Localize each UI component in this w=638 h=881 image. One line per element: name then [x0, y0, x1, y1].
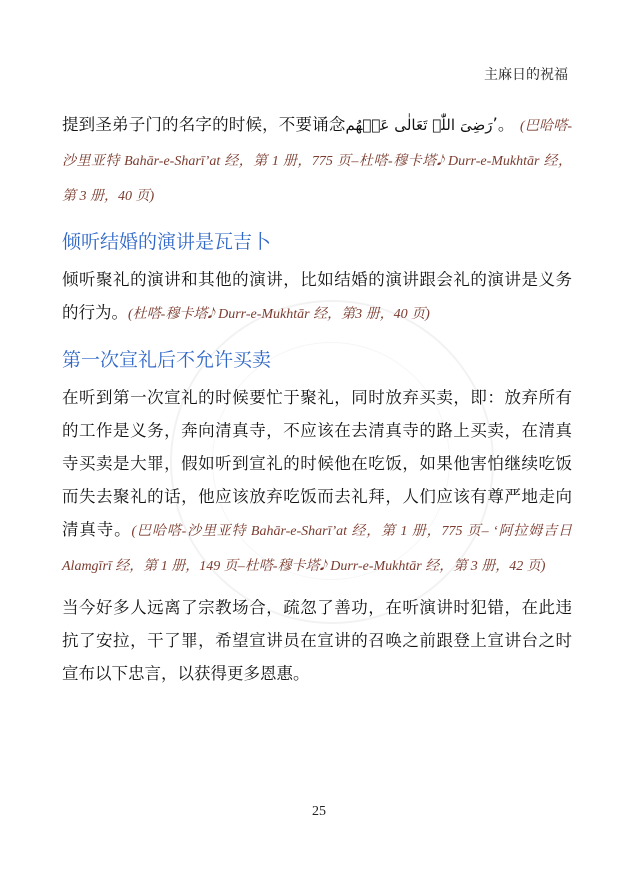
trade-after-adhan-paragraph: [62, 381, 572, 583]
section-heading-wedding-sermon: 倾听结婚的演讲是瓦吉卜: [62, 231, 272, 253]
page-content: [62, 108, 572, 690]
wedding-sermon-reference: (杜嗒-穆卡塔𝅘𝅥𝅮 Durr-e-Mukhtār 经，第3 册，40 页): [128, 307, 430, 322]
wedding-sermon-text: 倾听聚礼的演讲和其他的演讲，比如结婚的演讲跟会礼的演讲是义务的行为。: [62, 270, 572, 322]
running-header: 主麻日的祝福: [484, 67, 568, 83]
trade-after-adhan-text: 在听到第一次宣礼的时候要忙于聚礼，同时放弃买卖，即：放弃所有的工作是义务，奔向清真寺，不应该在去清真寺的路上买卖，在清真寺买卖是大罪，假如听到宣礼的时候他在吃饭，如果他害怕继续吃饭而失去聚礼的话，他应该放弃吃饭而去礼拜，人们应该有尊严地走向清真寺。: [62, 388, 572, 539]
page-number: 25: [312, 804, 326, 819]
intro-punctuation: ’。: [492, 115, 515, 134]
closing-paragraph: 当今好多人远离了宗教场合，疏忽了善功，在听演讲时犯错，在此违抗了安拉，干了罪，希望宣讲员在宣讲的召唤之前跟登上宣讲台之时宣布以下忠言，以获得更多恩惠。: [62, 598, 572, 683]
arabic-blessing: رَضِیَ اللّٰہ تَعَالٰی عَنۡهُم: [345, 116, 493, 134]
wedding-sermon-paragraph: [62, 263, 572, 331]
intro-paragraph: [62, 108, 572, 213]
section-heading-trade-after-adhan: 第一次宣礼后不允许买卖: [62, 349, 272, 371]
intro-reference: (巴哈嗒-沙里亚特 Bahār-e-Sharī’at 经，第 1 册，775 页–杜嗒-穆卡塔𝅘𝅥𝅮 Durr-e-Mukhtār 经，第 3 册，40 页): [62, 119, 573, 204]
trade-after-adhan-reference: (巴哈嗒-沙里亚特 Bahār-e-Sharī’at 经，第 1 册，775 页– ‘阿拉姆吉日 Alamgīrī 经，第 1 册，149 页–杜嗒-穆卡塔𝅘𝅥𝅮 Durr-e-Mukhtār 经，第 3 册，42 页): [62, 524, 572, 574]
intro-text: 提到圣弟子门的名字的时候，不要诵念: [62, 115, 346, 134]
